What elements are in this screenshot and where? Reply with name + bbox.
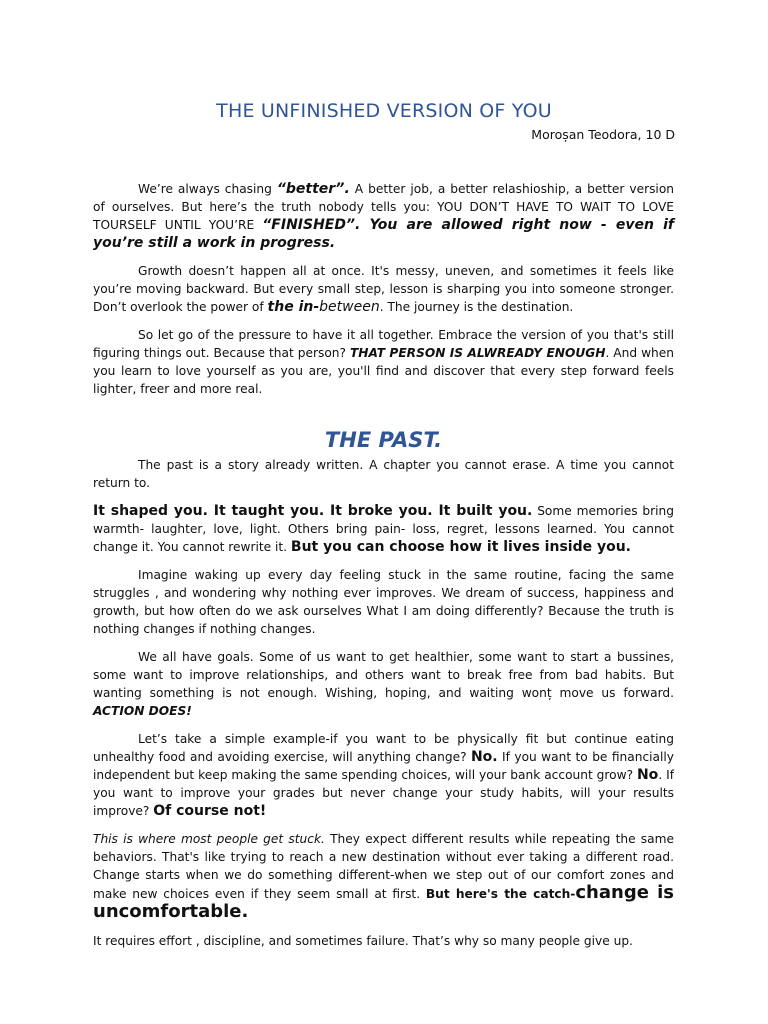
document-body [93,180,674,960]
paragraph-5: It shaped you. It taught you. It broke you. It built you. Some memories bring warmth- laughter, love, light. Others bring pain- loss, regret, lessons learned. You cannot change it. You cannot rewrite it. But you can choose how it lives inside you. [93,503,674,555]
paragraph-3: So let go of the pressure to have it all together. Embrace the version of you that's still figuring things out. Because that person? THAT PERSON IS ALWREADY ENOUGH. And when you learn to love yourself as you are, you'll find and discover that every step forward feels lighter, freer and more real. [93,328,674,396]
emphasis-action: ACTION DOES! [93,704,192,718]
author-line: Moroșan Teodora, 10 D [531,127,675,142]
document-title: THE UNFINISHED VERSION OF YOU [216,100,552,122]
paragraph-4: The past is a story already written. A chapter you cannot erase. A time you cannot return to. [93,458,674,490]
emphasis-enough: THAT PERSON IS ALWREADY ENOUGH [349,346,606,360]
paragraph-2: Growth doesn’t happen all at once. It's messy, uneven, and sometimes it feels like you’re moving backward. But every small step, lesson is sharping you into someone stronger. Don’t overlook the power of the in-between. The journey is the destination. [93,264,674,315]
emphasis-choose: But you can choose how it lives inside you. [290,539,632,555]
section-heading-past: THE PAST. [324,428,443,452]
paragraph-10: It requires effort , discipline, and sometimes failure. That’s why so many people give up. [93,934,633,948]
emphasis-shaped: It shaped you. It taught you. It broke you. It built you. [93,503,533,519]
emphasis-in-between: the in- [267,299,320,315]
emphasis-better: “better”. [276,181,350,197]
paragraph-8: Let’s take a simple example-if you want to be physically fit but continue eating unhealthy food and avoiding exercise, will anything change? No. If you want to be financially independent but keep making the same spending choices, will your bank account grow? No. If you want to improve your grades but never change your study habits, will your results improve? Of course not! [93,732,674,819]
paragraph-6: Imagine waking up every day feeling stuck in the same routine, facing the same struggles , and wondering why nothing ever improves. We dream of success, happiness and growth, but how often do we ask ourselves What I am doing differently? Because the truth is nothing changes if nothing changes. [93,568,674,636]
paragraph-9: This is where most people get stuck. They expect different results while repeating the same behaviors. That's like trying to reach a new destination without ever taking a different road. Change starts when we do something different-when we step out of our comfort zones and make new choices even if they seem small at first. But here's the catch-change is uncomfortable. [93,832,674,922]
emphasis-stuck: This is where most people get stuck. [93,832,325,846]
emphasis-uncomfortable: change is uncomfortable. [93,882,674,922]
emphasis-finished: “FINISHED”. You are allowed right now - even if you’re still a work in progress. [93,217,674,251]
paragraph-7: We all have goals. Some of us want to get healthier, some want to start a bussines, some want to improve relationships, and others want to break free from bad habits. But wanting something is not enough. Wishing, hoping, and waiting wonț move us forward. ACTION DOES! [93,650,674,718]
paragraph-1: We’re always chasing “better”. A better job, a better relashioship, a better version of ourselves. But here’s the truth nobody tells you: YOU DON’T HAVE TO WAIT TO LOVE TOURSELF UNTIL YOU’RE “FINISHED”. You are allowed right now - even if you’re still a work in progress. [93,181,675,251]
